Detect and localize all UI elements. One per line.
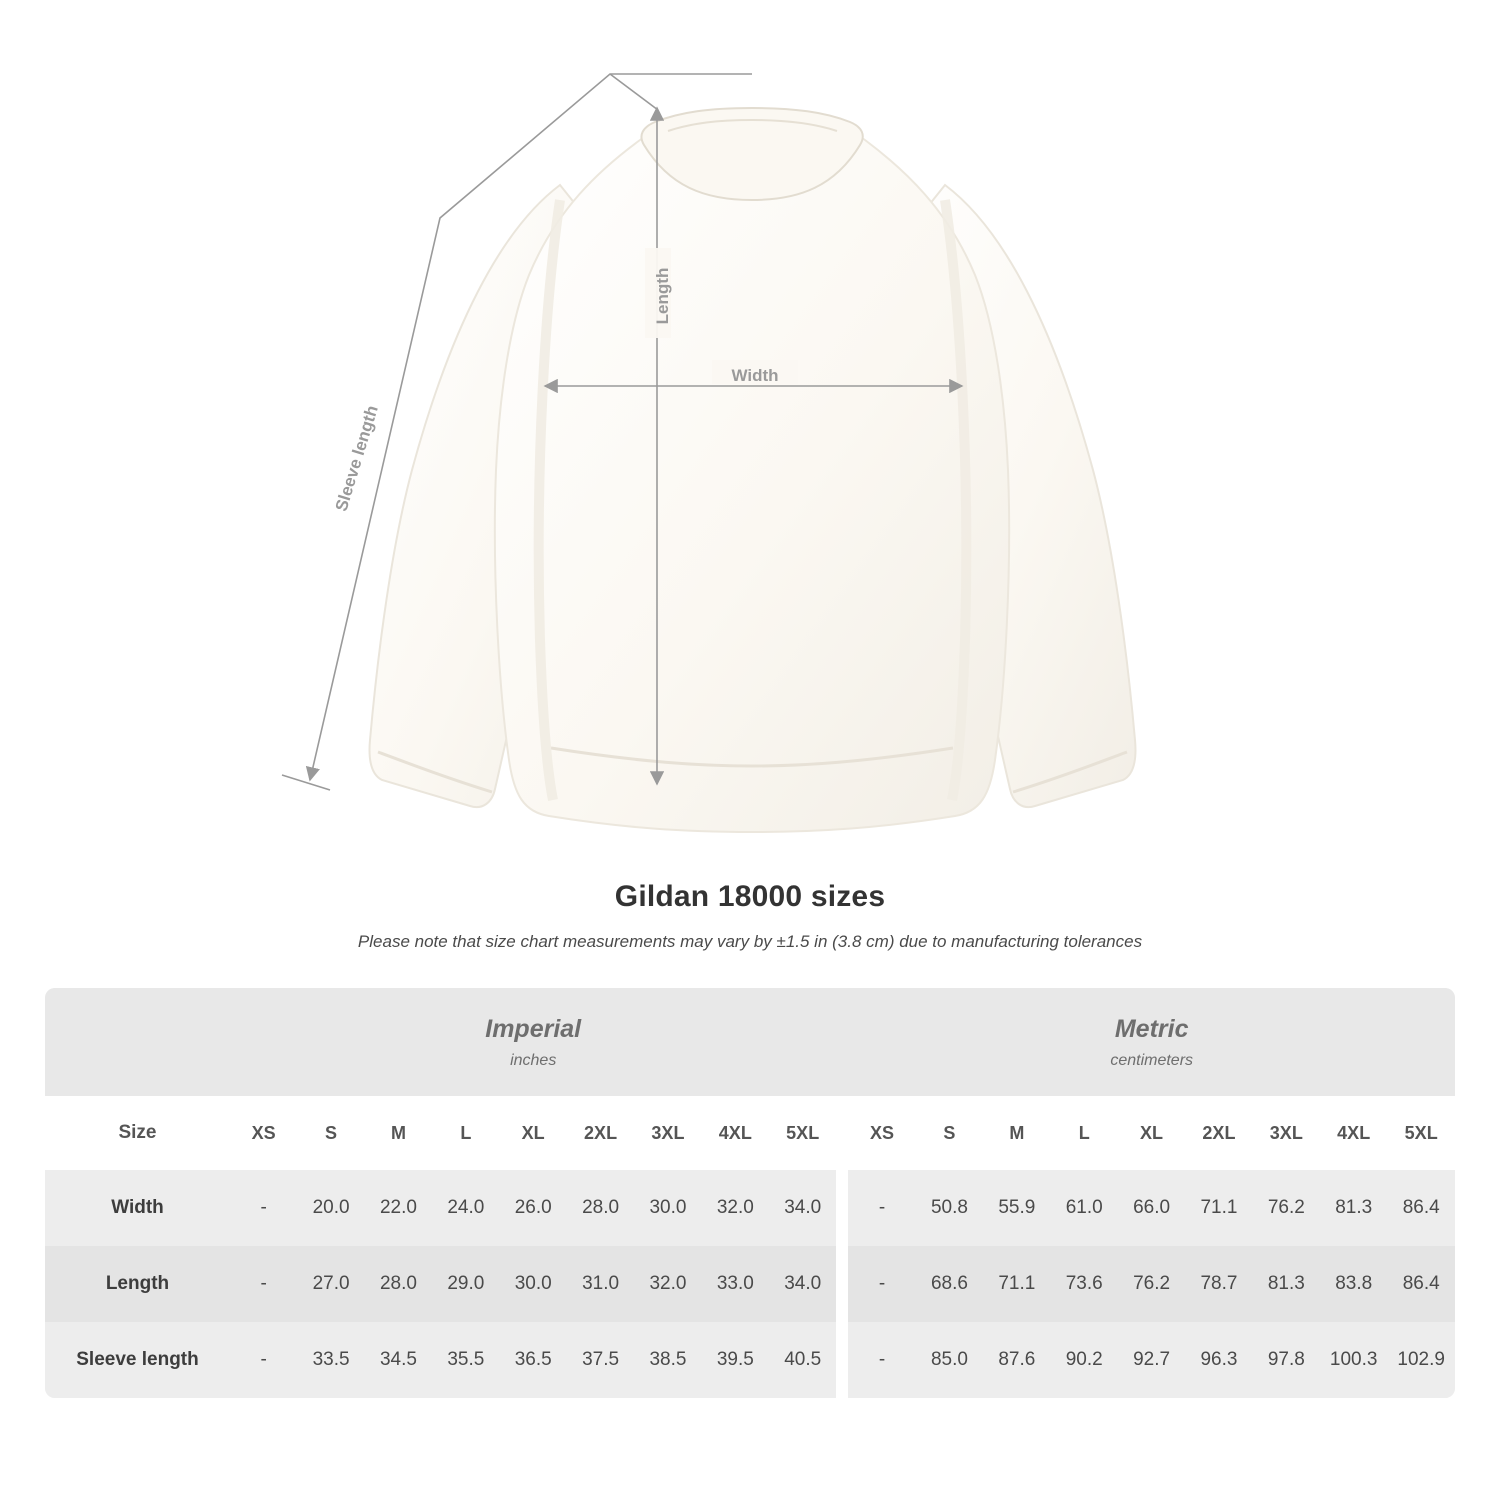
column-header-size: Size xyxy=(45,1096,230,1170)
sweatshirt-graphic xyxy=(370,108,1136,832)
cell-imperial-width-xl: 26.0 xyxy=(500,1170,567,1246)
cell-metric-width-5xl: 86.4 xyxy=(1387,1170,1455,1246)
cell-metric-length-4xl: 83.8 xyxy=(1320,1246,1387,1322)
column-header-metric-2xl: 2XL xyxy=(1185,1096,1252,1170)
cell-metric-length-3xl: 81.3 xyxy=(1253,1246,1320,1322)
cell-metric-sleeve-length-3xl: 97.8 xyxy=(1253,1322,1320,1398)
cell-imperial-length-3xl: 32.0 xyxy=(634,1246,701,1322)
table-row xyxy=(45,1170,1455,1246)
label-length: Length xyxy=(653,267,672,325)
column-header-metric-5xl: 5XL xyxy=(1387,1096,1455,1170)
cell-imperial-length-2xl: 31.0 xyxy=(567,1246,634,1322)
cell-metric-sleeve-length-m: 87.6 xyxy=(983,1322,1050,1398)
cell-metric-sleeve-length-s: 85.0 xyxy=(916,1322,983,1398)
cell-imperial-width-m: 22.0 xyxy=(365,1170,432,1246)
size-chart-table xyxy=(45,988,1455,1398)
cell-imperial-sleeve-length-xs: - xyxy=(230,1322,297,1398)
column-header-imperial-2xl: 2XL xyxy=(567,1096,634,1170)
cell-metric-width-s: 50.8 xyxy=(916,1170,983,1246)
cell-metric-length-2xl: 78.7 xyxy=(1185,1246,1252,1322)
cell-imperial-length-xl: 30.0 xyxy=(500,1246,567,1322)
label-sleeve-length: Sleeve length xyxy=(331,403,382,514)
cell-metric-length-xl: 76.2 xyxy=(1118,1246,1185,1322)
page-title: Gildan 18000 sizes xyxy=(614,880,886,913)
cell-metric-sleeve-length-5xl: 102.9 xyxy=(1387,1322,1455,1398)
cell-metric-width-2xl: 71.1 xyxy=(1185,1170,1252,1246)
column-gap xyxy=(836,1096,848,1170)
cell-imperial-width-2xl: 28.0 xyxy=(567,1170,634,1246)
cell-metric-width-xs: - xyxy=(848,1170,915,1246)
column-header-imperial-3xl: 3XL xyxy=(634,1096,701,1170)
metric-unit-header xyxy=(848,988,1455,1096)
table-row xyxy=(45,1322,1455,1398)
cell-metric-length-m: 71.1 xyxy=(983,1246,1050,1322)
cell-imperial-width-5xl: 34.0 xyxy=(769,1170,836,1246)
cell-metric-width-4xl: 81.3 xyxy=(1320,1170,1387,1246)
cell-imperial-sleeve-length-m: 34.5 xyxy=(365,1322,432,1398)
column-header-metric-4xl: 4XL xyxy=(1320,1096,1387,1170)
cell-imperial-length-xs: - xyxy=(230,1246,297,1322)
cell-imperial-sleeve-length-l: 35.5 xyxy=(432,1322,499,1398)
cell-metric-length-xs: - xyxy=(848,1246,915,1322)
row-label-length: Length xyxy=(45,1246,230,1322)
column-gap xyxy=(836,1170,848,1246)
column-header-imperial-m: M xyxy=(365,1096,432,1170)
cell-metric-sleeve-length-l: 90.2 xyxy=(1051,1322,1118,1398)
cell-metric-length-5xl: 86.4 xyxy=(1387,1246,1455,1322)
page-subtitle: Please note that size chart measurements may vary by ±1.5 in (3.8 cm) due to manufacturing tolerances xyxy=(357,932,1143,951)
size-header-row xyxy=(45,1096,1455,1170)
column-header-imperial-xs: XS xyxy=(230,1096,297,1170)
column-header-metric-xs: XS xyxy=(848,1096,915,1170)
column-header-imperial-s: S xyxy=(297,1096,364,1170)
unit-header-spacer xyxy=(45,988,230,1096)
cell-metric-sleeve-length-2xl: 96.3 xyxy=(1185,1322,1252,1398)
cell-metric-width-m: 55.9 xyxy=(983,1170,1050,1246)
column-header-metric-s: S xyxy=(916,1096,983,1170)
cell-imperial-length-l: 29.0 xyxy=(432,1246,499,1322)
cell-imperial-sleeve-length-3xl: 38.5 xyxy=(634,1322,701,1398)
table-row xyxy=(45,1246,1455,1322)
metric-unit-header-title: Metric xyxy=(1114,1014,1189,1043)
cell-imperial-sleeve-length-2xl: 37.5 xyxy=(567,1322,634,1398)
imperial-unit-header-subtitle: inches xyxy=(510,1051,557,1069)
cell-imperial-width-l: 24.0 xyxy=(432,1170,499,1246)
column-header-metric-l: L xyxy=(1051,1096,1118,1170)
label-width: Width xyxy=(731,366,779,385)
column-header-metric-m: M xyxy=(983,1096,1050,1170)
cell-imperial-length-s: 27.0 xyxy=(297,1246,364,1322)
cell-metric-length-l: 73.6 xyxy=(1051,1246,1118,1322)
cell-imperial-sleeve-length-5xl: 40.5 xyxy=(769,1322,836,1398)
column-header-imperial-4xl: 4XL xyxy=(702,1096,769,1170)
column-header-metric-3xl: 3XL xyxy=(1253,1096,1320,1170)
unit-header-gap xyxy=(836,988,848,1096)
cell-metric-width-l: 61.0 xyxy=(1051,1170,1118,1246)
column-header-imperial-l: L xyxy=(432,1096,499,1170)
column-gap xyxy=(836,1246,848,1322)
cell-imperial-width-4xl: 32.0 xyxy=(702,1170,769,1246)
cell-metric-sleeve-length-xs: - xyxy=(848,1322,915,1398)
cell-imperial-width-s: 20.0 xyxy=(297,1170,364,1246)
cell-imperial-sleeve-length-s: 33.5 xyxy=(297,1322,364,1398)
cell-metric-length-s: 68.6 xyxy=(916,1246,983,1322)
unit-header-row xyxy=(45,988,1455,1096)
cell-imperial-width-xs: - xyxy=(230,1170,297,1246)
row-label-width: Width xyxy=(45,1170,230,1246)
cell-imperial-length-5xl: 34.0 xyxy=(769,1246,836,1322)
cell-metric-sleeve-length-xl: 92.7 xyxy=(1118,1322,1185,1398)
cell-imperial-sleeve-length-4xl: 39.5 xyxy=(702,1322,769,1398)
column-header-metric-xl: XL xyxy=(1118,1096,1185,1170)
cell-imperial-width-3xl: 30.0 xyxy=(634,1170,701,1246)
cell-metric-width-xl: 66.0 xyxy=(1118,1170,1185,1246)
metric-unit-header-subtitle: centimeters xyxy=(1110,1051,1194,1069)
title-block xyxy=(0,880,1500,952)
cell-imperial-sleeve-length-xl: 36.5 xyxy=(500,1322,567,1398)
imperial-unit-header xyxy=(230,988,836,1096)
row-label-sleeve-length: Sleeve length xyxy=(45,1322,230,1398)
cell-imperial-length-4xl: 33.0 xyxy=(702,1246,769,1322)
cell-metric-sleeve-length-4xl: 100.3 xyxy=(1320,1322,1387,1398)
column-gap xyxy=(836,1322,848,1398)
column-header-imperial-xl: XL xyxy=(500,1096,567,1170)
cell-metric-width-3xl: 76.2 xyxy=(1253,1170,1320,1246)
cell-imperial-length-m: 28.0 xyxy=(365,1246,432,1322)
imperial-unit-header-title: Imperial xyxy=(485,1014,582,1043)
column-header-imperial-5xl: 5XL xyxy=(769,1096,836,1170)
